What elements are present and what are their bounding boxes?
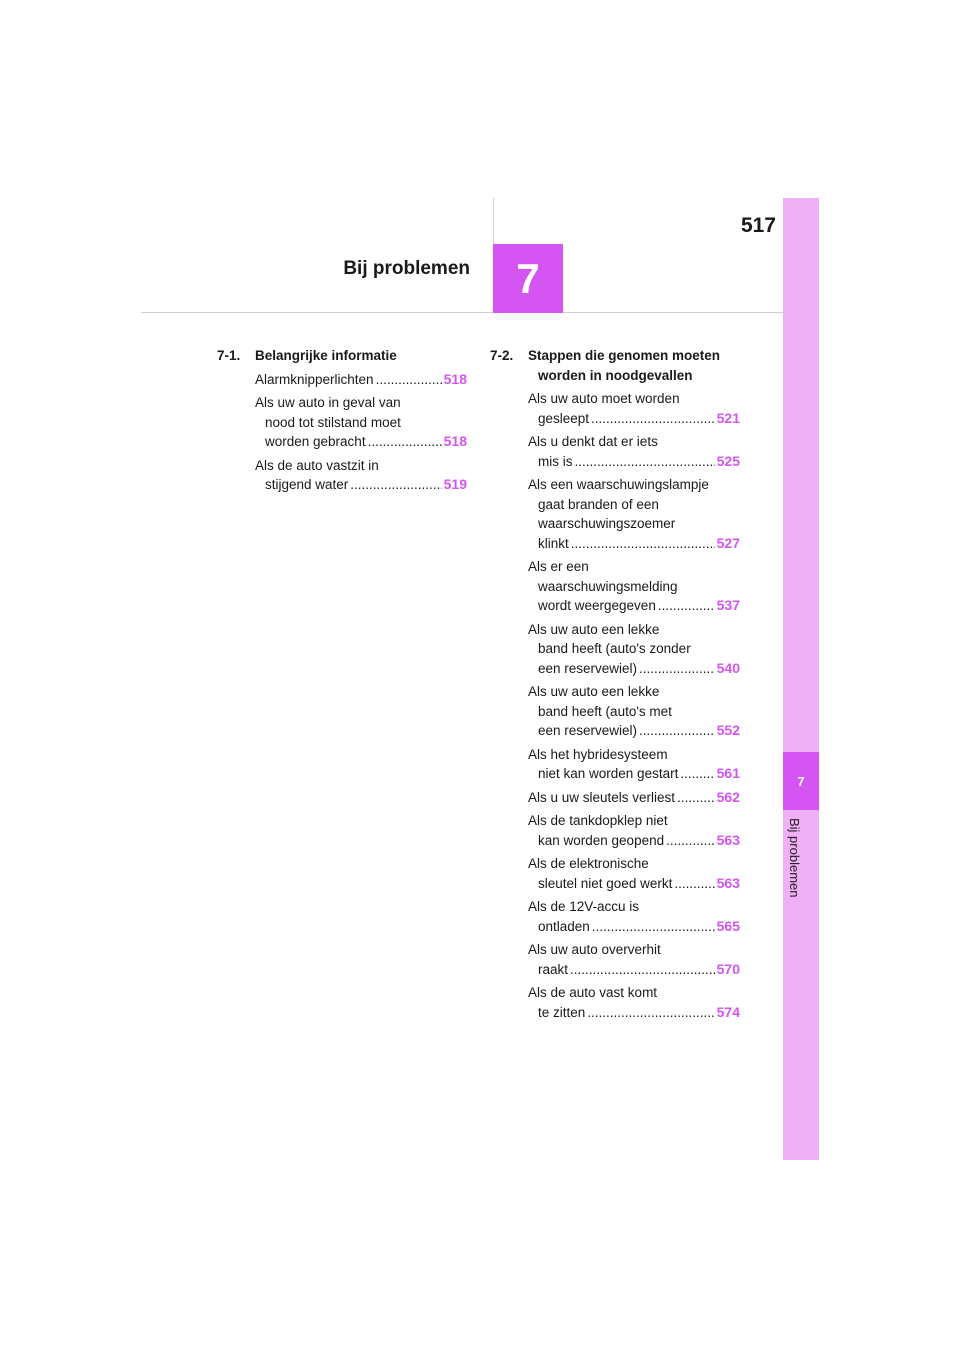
toc-section-title-line: worden in noodgevallen	[538, 367, 693, 383]
toc-leader-dots	[666, 831, 715, 851]
toc-section-number: 7-1.	[217, 348, 241, 363]
toc-entry-text: gaat branden of een	[538, 496, 659, 512]
toc-entry-text: stijgend water	[265, 477, 349, 492]
toc-entry[interactable]	[528, 788, 740, 808]
toc-entry-text: gesleept	[538, 410, 590, 426]
toc-page-link[interactable]: 518	[443, 433, 467, 449]
toc-page-link[interactable]: 562	[716, 788, 740, 805]
toc-entry[interactable]	[528, 432, 740, 471]
toc-leader-dots	[368, 432, 442, 452]
toc-page-link[interactable]: 563	[716, 874, 740, 891]
toc-entry[interactable]	[528, 811, 740, 850]
toc-page-link[interactable]: 552	[716, 722, 740, 738]
toc-section-number: 7-2.	[490, 348, 514, 363]
toc-leader-dots	[575, 452, 715, 472]
toc-leader-dots	[677, 788, 715, 808]
toc-page-link[interactable]: 540	[716, 659, 740, 676]
toc-entry-text: Als uw auto een lekke	[528, 684, 660, 699]
toc-entry-text: mis is	[538, 453, 573, 469]
toc-entry-text: Als een waarschuwingslampje	[528, 477, 709, 492]
toc-leader-dots	[587, 1003, 714, 1023]
toc-page-link[interactable]: 565	[716, 917, 740, 934]
toc-entry-text: waarschuwingsmelding	[538, 578, 678, 594]
toc-entry-text: een reservewiel)	[538, 660, 638, 676]
toc-page-link[interactable]: 563	[716, 831, 740, 848]
toc-entry-text: Als uw auto oververhit	[528, 942, 661, 957]
toc-leader-dots	[639, 721, 715, 741]
chapter-title: Bij problemen	[343, 258, 470, 279]
toc-leader-dots	[376, 370, 442, 390]
toc-leader-dots	[639, 659, 715, 679]
toc-entry[interactable]	[528, 389, 740, 428]
side-tab-label: Bij problemen	[787, 818, 802, 898]
toc-entry[interactable]	[528, 897, 740, 936]
toc-entry[interactable]	[528, 557, 740, 616]
toc-entry-text: klinkt	[538, 535, 569, 551]
toc-leader-dots	[658, 596, 715, 616]
toc-entry[interactable]	[255, 370, 467, 390]
toc-entry[interactable]	[528, 620, 740, 679]
page-number: 517	[740, 214, 776, 237]
toc-page-link[interactable]: 525	[716, 452, 740, 469]
toc-page-link[interactable]: 521	[716, 409, 740, 426]
toc-leader-dots	[350, 475, 441, 495]
toc-page-link[interactable]: 518	[443, 370, 467, 387]
toc-section-title	[528, 346, 740, 385]
toc-entry-text: Als uw auto moet worden	[528, 391, 680, 406]
toc-entry[interactable]	[528, 475, 740, 553]
toc-leader-dots	[674, 874, 714, 894]
toc-section-title-line: Stappen die genomen moeten	[528, 348, 721, 363]
chapter-number-box: 7	[493, 244, 563, 313]
toc-entry-text: nood tot stilstand moet	[265, 414, 401, 430]
toc-entry-text: Als de auto vast komt	[528, 985, 658, 1000]
header-divider-vertical	[493, 198, 494, 244]
toc-section-title	[255, 346, 467, 366]
toc-entry-text: kan worden geopend	[538, 832, 665, 848]
toc-page-link[interactable]: 527	[716, 534, 740, 551]
toc-column-left	[217, 346, 467, 499]
toc-section-heading	[490, 346, 740, 385]
toc-page-link[interactable]: 519	[443, 476, 467, 492]
toc-entry-text: waarschuwingszoemer	[538, 516, 676, 531]
header-divider-horizontal	[141, 312, 783, 313]
side-tab-strip	[783, 198, 819, 1160]
toc-page-link[interactable]: 537	[716, 597, 740, 613]
side-tab-chapter-number[interactable]: 7	[783, 752, 819, 810]
toc-entry-text: een reservewiel)	[538, 723, 638, 738]
toc-entry-text: ontladen	[538, 918, 590, 934]
toc-entry-text: sleutel niet goed werkt	[538, 875, 673, 891]
toc-entry-text: Als er een	[528, 559, 589, 574]
toc-entry[interactable]	[528, 745, 740, 784]
toc-entry-text: Alarmknipperlichten	[255, 371, 374, 387]
toc-section-title-line: Belangrijke informatie	[255, 348, 397, 363]
toc-entry-text: raakt	[538, 961, 569, 977]
toc-page-link[interactable]: 570	[716, 960, 740, 977]
toc-entry[interactable]	[528, 682, 740, 741]
toc-entry-text: Als u denkt dat er iets	[528, 434, 658, 449]
toc-page-link[interactable]: 574	[716, 1003, 740, 1020]
toc-entry-text: niet kan worden gestart	[538, 766, 679, 781]
toc-leader-dots	[592, 917, 715, 937]
toc-entry-text: wordt weergegeven	[538, 598, 656, 613]
toc-entry-text: Als uw auto een lekke	[528, 621, 660, 637]
toc-leader-dots	[680, 764, 714, 784]
toc-entry[interactable]	[528, 983, 740, 1022]
toc-entry-text: band heeft (auto's met	[538, 703, 672, 719]
toc-section-heading	[217, 346, 467, 366]
toc-entry-text: Als de 12V-accu is	[528, 899, 640, 914]
toc-entry[interactable]	[255, 456, 467, 495]
toc-entry[interactable]	[528, 940, 740, 979]
toc-leader-dots	[571, 534, 715, 554]
toc-entry[interactable]	[528, 854, 740, 893]
toc-entry-text: Als de tankdopklep niet	[528, 813, 668, 828]
toc-leader-dots	[570, 960, 715, 980]
toc-entry-text: Als uw auto in geval van	[255, 395, 401, 410]
toc-entry[interactable]	[255, 393, 467, 452]
toc-entry-text: Als de elektronische	[528, 856, 649, 871]
toc-page-link[interactable]: 561	[716, 765, 740, 781]
toc-entry-text: worden gebracht	[265, 434, 366, 449]
toc-entry-text: band heeft (auto's zonder	[538, 641, 691, 656]
toc-column-right	[490, 346, 740, 1026]
toc-leader-dots	[591, 409, 715, 429]
toc-entry-text: te zitten	[538, 1004, 586, 1020]
toc-entry-text: Als de auto vastzit in	[255, 457, 379, 473]
toc-entry-text: Als u uw sleutels verliest	[528, 789, 676, 805]
toc-entry-text: Als het hybridesysteem	[528, 746, 668, 762]
